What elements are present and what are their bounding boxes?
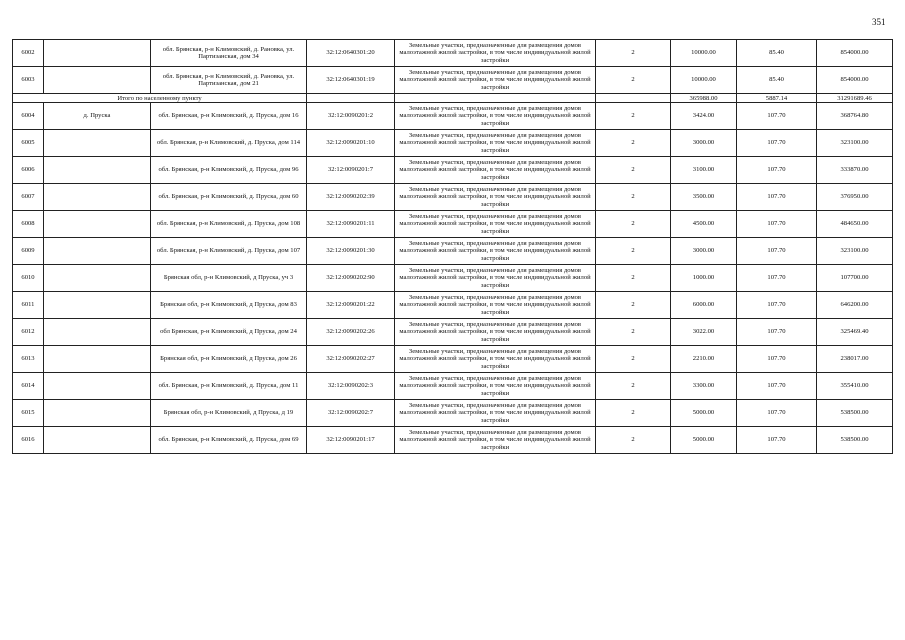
row-cadastral-number: 32:12:0090201:17 <box>307 427 395 454</box>
row-cadastral-number: 32:12:0090202:7 <box>307 400 395 427</box>
row-cadastral-value: 854000.00 <box>817 40 893 67</box>
row-number: 6016 <box>13 427 44 454</box>
row-address: Брянская обл, р-н Климовский, д Пруска, уч 3 <box>151 265 307 292</box>
table-row <box>13 427 893 454</box>
row-number: 6006 <box>13 157 44 184</box>
row-address: Брянская обл, р-н Климовский, д Пруска, дом 83 <box>151 292 307 319</box>
row-cadastral-number: 32:12:0090202:3 <box>307 373 395 400</box>
row-land-purpose: Земельные участки, предназначенные для размещения домов малоэтажной жилой застройки, в том числе индивидуальной жилой застройки <box>395 346 596 373</box>
row-area: 3500.00 <box>671 184 737 211</box>
row-rate: 107.70 <box>737 184 817 211</box>
row-cadastral-number: 32:12:0090201:30 <box>307 238 395 265</box>
row-area: 6000.00 <box>671 292 737 319</box>
row-cadastral-value: 646200.00 <box>817 292 893 319</box>
row-cadastral-number: 32:12:0090201:10 <box>307 130 395 157</box>
row-address: обл Брянская, р-н Климовский, д Пруска, дом 24 <box>151 319 307 346</box>
row-number: 6014 <box>13 373 44 400</box>
row-cadastral-value: 323100.00 <box>817 238 893 265</box>
row-cadastral-value: 333870.00 <box>817 157 893 184</box>
row-rate: 85.40 <box>737 67 817 94</box>
summary-section <box>13 94 893 103</box>
row-cadastral-number: 32:12:0090201:2 <box>307 103 395 130</box>
row-locality <box>44 292 151 319</box>
row-group: 2 <box>596 211 671 238</box>
summary-value: 31291689.46 <box>817 94 893 103</box>
row-address: обл. Брянская, р-н Климовский, д. Пруска, дом 11 <box>151 373 307 400</box>
row-address: обл. Брянская, р-н Климовский, д. Пруска, дом 107 <box>151 238 307 265</box>
row-number: 6007 <box>13 184 44 211</box>
summary-empty-purpose <box>395 94 596 103</box>
table-row <box>13 184 893 211</box>
summary-empty-cadastral <box>307 94 395 103</box>
row-area: 3022.00 <box>671 319 737 346</box>
table-row <box>13 400 893 427</box>
row-address: обл. Брянская, р-н Климовский, д. Рановка, ул. Партизанская, дом 34 <box>151 40 307 67</box>
row-locality <box>44 157 151 184</box>
row-land-purpose: Земельные участки, предназначенные для размещения домов малоэтажной жилой застройки, в том числе индивидуальной жилой застройки <box>395 265 596 292</box>
row-cadastral-value: 325469.40 <box>817 319 893 346</box>
row-locality: д. Пруска <box>44 103 151 130</box>
row-area: 3000.00 <box>671 238 737 265</box>
row-cadastral-number: 32:12:0090202:27 <box>307 346 395 373</box>
row-cadastral-value: 854000.00 <box>817 67 893 94</box>
table-row <box>13 292 893 319</box>
row-land-purpose: Земельные участки, предназначенные для размещения домов малоэтажной жилой застройки, в том числе индивидуальной жилой застройки <box>395 319 596 346</box>
row-cadastral-number: 32:12:0090201:22 <box>307 292 395 319</box>
row-number: 6010 <box>13 265 44 292</box>
row-group: 2 <box>596 103 671 130</box>
row-number: 6004 <box>13 103 44 130</box>
row-rate: 107.70 <box>737 319 817 346</box>
row-group: 2 <box>596 319 671 346</box>
row-rate: 107.70 <box>737 157 817 184</box>
row-land-purpose: Земельные участки, предназначенные для размещения домов малоэтажной жилой застройки, в том числе индивидуальной жилой застройки <box>395 130 596 157</box>
row-number: 6009 <box>13 238 44 265</box>
row-area: 1000.00 <box>671 265 737 292</box>
row-address: обл. Брянская, р-н Климовский, д. Пруска, дом 96 <box>151 157 307 184</box>
row-cadastral-number: 32:12:0640301:20 <box>307 40 395 67</box>
row-group: 2 <box>596 346 671 373</box>
row-land-purpose: Земельные участки, предназначенные для размещения домов малоэтажной жилой застройки, в том числе индивидуальной жилой застройки <box>395 40 596 67</box>
row-cadastral-value: 368764.80 <box>817 103 893 130</box>
row-land-purpose: Земельные участки, предназначенные для размещения домов малоэтажной жилой застройки, в том числе индивидуальной жилой застройки <box>395 184 596 211</box>
summary-label: Итого по населенному пункту <box>13 94 307 103</box>
row-land-purpose: Земельные участки, предназначенные для размещения домов малоэтажной жилой застройки, в том числе индивидуальной жилой застройки <box>395 400 596 427</box>
row-group: 2 <box>596 67 671 94</box>
row-land-purpose: Земельные участки, предназначенные для размещения домов малоэтажной жилой застройки, в том числе индивидуальной жилой застройки <box>395 427 596 454</box>
row-group: 2 <box>596 292 671 319</box>
row-locality <box>44 346 151 373</box>
row-cadastral-number: 32:12:0090202:90 <box>307 265 395 292</box>
row-locality <box>44 427 151 454</box>
row-land-purpose: Земельные участки, предназначенные для размещения домов малоэтажной жилой застройки, в том числе индивидуальной жилой застройки <box>395 292 596 319</box>
row-land-purpose: Земельные участки, предназначенные для размещения домов малоэтажной жилой застройки, в том числе индивидуальной жилой застройки <box>395 238 596 265</box>
row-cadastral-value: 323100.00 <box>817 130 893 157</box>
page-number: 351 <box>872 17 886 27</box>
table-row <box>13 211 893 238</box>
row-group: 2 <box>596 238 671 265</box>
row-address: обл. Брянская, р-н Климовский, д. Пруска, дом 108 <box>151 211 307 238</box>
row-address: обл. Брянская, р-н Климовский, д. Пруска, дом 114 <box>151 130 307 157</box>
row-address: обл. Брянская, р-н Климовский, д. Рановка, ул. Партизанская, дом 21 <box>151 67 307 94</box>
row-address: Брянская обл, р-н Климовский, д Пруска, дом 26 <box>151 346 307 373</box>
row-area: 5000.00 <box>671 427 737 454</box>
land-registry-table <box>12 39 893 454</box>
row-address: обл. Брянская, р-н Климовский, д. Пруска, дом 60 <box>151 184 307 211</box>
row-address: обл. Брянская, р-н Климовский, д. Пруска, дом 16 <box>151 103 307 130</box>
row-locality <box>44 265 151 292</box>
row-land-purpose: Земельные участки, предназначенные для размещения домов малоэтажной жилой застройки, в том числе индивидуальной жилой застройки <box>395 211 596 238</box>
row-rate: 107.70 <box>737 373 817 400</box>
row-rate: 107.70 <box>737 427 817 454</box>
row-cadastral-value: 538500.00 <box>817 400 893 427</box>
row-cadastral-value: 538500.00 <box>817 427 893 454</box>
row-locality <box>44 211 151 238</box>
row-rate: 107.70 <box>737 130 817 157</box>
row-locality <box>44 400 151 427</box>
row-area: 5000.00 <box>671 400 737 427</box>
row-locality <box>44 373 151 400</box>
rows-after-summary <box>13 103 893 454</box>
row-rate: 107.70 <box>737 292 817 319</box>
row-land-purpose: Земельные участки, предназначенные для размещения домов малоэтажной жилой застройки, в том числе индивидуальной жилой застройки <box>395 103 596 130</box>
row-cadastral-number: 32:12:0090201:7 <box>307 157 395 184</box>
row-locality <box>44 40 151 67</box>
row-address: Брянская обл, р-н Климовский, д Пруска, д 19 <box>151 400 307 427</box>
row-cadastral-value: 238017.00 <box>817 346 893 373</box>
table-row <box>13 40 893 67</box>
row-number: 6015 <box>13 400 44 427</box>
row-land-purpose: Земельные участки, предназначенные для размещения домов малоэтажной жилой застройки, в том числе индивидуальной жилой застройки <box>395 67 596 94</box>
row-land-purpose: Земельные участки, предназначенные для размещения домов малоэтажной жилой застройки, в том числе индивидуальной жилой застройки <box>395 373 596 400</box>
row-number: 6013 <box>13 346 44 373</box>
row-area: 3424.00 <box>671 103 737 130</box>
table-row <box>13 319 893 346</box>
row-rate: 85.40 <box>737 40 817 67</box>
row-address: обл. Брянская, р-н Климовский, д. Пруска, дом 69 <box>151 427 307 454</box>
row-locality <box>44 238 151 265</box>
row-number: 6012 <box>13 319 44 346</box>
row-locality <box>44 67 151 94</box>
row-locality <box>44 130 151 157</box>
row-cadastral-value: 355410.00 <box>817 373 893 400</box>
row-locality <box>44 184 151 211</box>
row-area: 2210.00 <box>671 346 737 373</box>
row-group: 2 <box>596 184 671 211</box>
row-cadastral-number: 32:12:0090201:11 <box>307 211 395 238</box>
row-number: 6011 <box>13 292 44 319</box>
row-cadastral-value: 484650.00 <box>817 211 893 238</box>
table-row <box>13 157 893 184</box>
row-group: 2 <box>596 265 671 292</box>
row-cadastral-number: 32:12:0090202:39 <box>307 184 395 211</box>
row-area: 4500.00 <box>671 211 737 238</box>
row-cadastral-value: 376950.00 <box>817 184 893 211</box>
row-group: 2 <box>596 427 671 454</box>
row-number: 6002 <box>13 40 44 67</box>
row-group: 2 <box>596 157 671 184</box>
table-row <box>13 103 893 130</box>
summary-rate: 5887.14 <box>737 94 817 103</box>
row-group: 2 <box>596 400 671 427</box>
table-row <box>13 346 893 373</box>
row-locality <box>44 319 151 346</box>
summary-area: 365988.00 <box>671 94 737 103</box>
table-row <box>13 373 893 400</box>
table-row <box>13 238 893 265</box>
summary-row <box>13 94 893 103</box>
row-land-purpose: Земельные участки, предназначенные для размещения домов малоэтажной жилой застройки, в том числе индивидуальной жилой застройки <box>395 157 596 184</box>
rows-before-summary <box>13 40 893 94</box>
row-area: 10000.00 <box>671 40 737 67</box>
row-rate: 107.70 <box>737 346 817 373</box>
row-rate: 107.70 <box>737 400 817 427</box>
row-rate: 107.70 <box>737 238 817 265</box>
table-row <box>13 130 893 157</box>
row-number: 6005 <box>13 130 44 157</box>
row-group: 2 <box>596 130 671 157</box>
row-cadastral-value: 107700.00 <box>817 265 893 292</box>
row-number: 6003 <box>13 67 44 94</box>
table-row <box>13 67 893 94</box>
row-area: 3300.00 <box>671 373 737 400</box>
row-number: 6008 <box>13 211 44 238</box>
table-row <box>13 265 893 292</box>
row-group: 2 <box>596 373 671 400</box>
row-area: 3000.00 <box>671 130 737 157</box>
row-rate: 107.70 <box>737 211 817 238</box>
row-area: 3100.00 <box>671 157 737 184</box>
row-group: 2 <box>596 40 671 67</box>
summary-empty-group <box>596 94 671 103</box>
row-rate: 107.70 <box>737 103 817 130</box>
row-rate: 107.70 <box>737 265 817 292</box>
row-cadastral-number: 32:12:0640301:19 <box>307 67 395 94</box>
row-area: 10000.00 <box>671 67 737 94</box>
row-cadastral-number: 32:12:0090202:26 <box>307 319 395 346</box>
